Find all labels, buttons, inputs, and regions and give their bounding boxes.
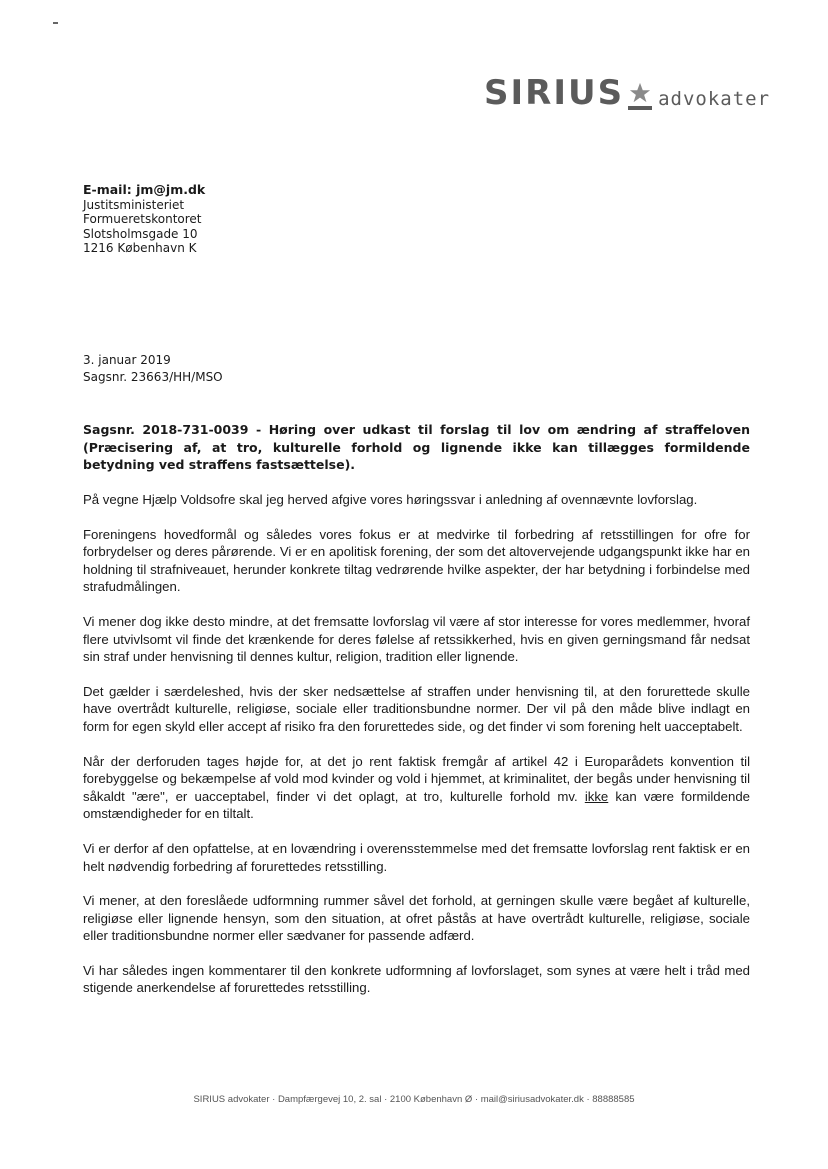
letter-meta bbox=[83, 352, 223, 386]
case-reference: Sagsnr. 23663/HH/MSO bbox=[83, 370, 223, 384]
letter-subject: Sagsnr. 2018-731-0039 - Høring over udkast til forslag til lov om ændring af straffeloven (Præcisering af, at tro, kulturelle forhold og lignende ikke kan tillægges formildende betydning ved straffens fastsættelse). bbox=[83, 422, 750, 472]
body-paragraph: Vi er derfor af den opfattelse, at en lovændring i overensstemmelse med det fremsatte lovforslag rent faktisk er en helt nødvendig forbedring af forurettedes retsstilling. bbox=[83, 840, 750, 874]
address-line: 1216 København K bbox=[83, 241, 197, 255]
letter-body bbox=[83, 491, 750, 1014]
body-paragraph: Foreningens hovedformål og således vores fokus er at medvirke til forbedring af retsstillingen for ofre for forbrydelser og deres pårørende. Vi er en apolitisk forening, der som det altovervejende udgangspunkt ikke har en holdning til strafniveauet, herunder konkrete tiltag vedrørende hvilke aspekter, der har betydning i forbindelse med strafudmålingen. bbox=[83, 526, 750, 595]
logo-subtitle: advokater bbox=[658, 88, 771, 110]
body-paragraph: På vegne Hjælp Voldsofre skal jeg herved afgive vores høringssvar i anledning af ovennævnte lovforslag. bbox=[83, 492, 698, 507]
address-line: Slotsholmsgade 10 bbox=[83, 226, 198, 241]
paragraph-text: Når der derforuden tages højde for, at det jo rent faktisk fremgår af artikel 42 i Europarådets konvention til forebyggelse og bekæmpelse af vold mod kvinder og vold i hjemmet, at kriminalitet, der begås under henvisning til såkaldt "ære", er uacceptabel, finder vi det oplagt, at tro, kulturelle forhold mv. bbox=[83, 753, 750, 804]
company-logo bbox=[484, 73, 771, 113]
underlined-word: ikke bbox=[584, 788, 609, 804]
body-paragraph: Det gælder i særdeleshed, hvis der sker nedsættelse af straffen under henvisning til, at den forurettede skulle have overtrådt kulturelle, religiøse, sociale eller traditionsbundne normer. Der vil på den måde blive indlagt en form for egen skyld eller accept af risiko fra den forurettedes side, og det finder vi som forening helt uacceptabelt. bbox=[83, 683, 750, 734]
recipient-address bbox=[83, 183, 205, 256]
page-footer: SIRIUS advokater · Dampfærgevej 10, 2. sal · 2100 København Ø · mail@siriusadvokater.dk · 88888585 bbox=[193, 1094, 635, 1105]
recipient-email: E-mail: jm@jm.dk bbox=[83, 182, 206, 197]
body-paragraph bbox=[83, 753, 750, 823]
logo-wordmark: SIRIUS bbox=[484, 73, 625, 113]
address-line: Justitsministeriet bbox=[83, 197, 185, 212]
address-line: Formueretskontoret bbox=[83, 212, 202, 226]
paragraph-text: kan være formildende omstændigheder for en tiltalt. bbox=[83, 788, 750, 822]
star-icon bbox=[628, 82, 652, 110]
letter-date: 3. januar 2019 bbox=[83, 353, 171, 367]
body-paragraph: Vi mener, at den foreslåede udformning rummer såvel det forhold, at gerningen skulle være begået af kulturelle, religiøse eller lignende hensyn, som den situation, at ofret påstås at have overtrådt kulturelle, religiøse, sociale eller traditionsbundne normer eller sædvaner for passende adfærd. bbox=[83, 893, 750, 944]
scan-mark bbox=[53, 22, 58, 24]
body-paragraph: Vi mener dog ikke desto mindre, at det fremsatte lovforslag vil være af stor interesse for vores medlemmer, hvoraf flere utvivlsomt vil finde det krænkende for deres følelse af retssikkerhed, hvis en given gerningsmand får nedsat sin straf under henvisning til dennes kultur, religion, tradition eller lignende. bbox=[83, 613, 750, 665]
body-paragraph: Vi har således ingen kommentarer til den konkrete udformning af lovforslaget, som synes at være helt i tråd med stigende anerkendelse af forurettedes retsstilling. bbox=[83, 962, 750, 996]
